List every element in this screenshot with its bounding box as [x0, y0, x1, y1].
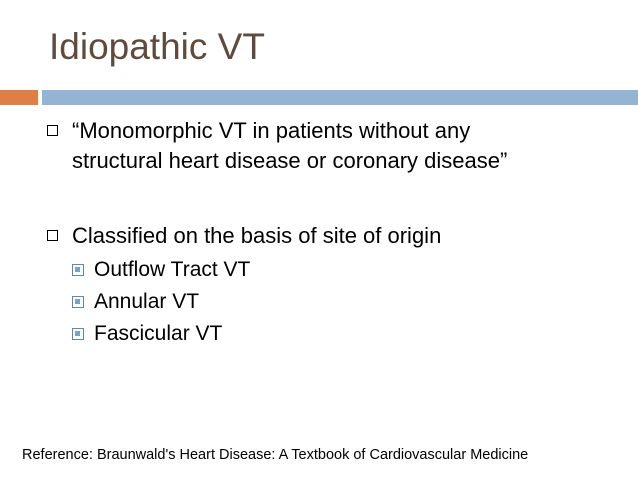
filled-square-bullet-icon — [72, 328, 84, 340]
bullet-text — [72, 221, 441, 251]
header-divider-bar — [42, 90, 638, 105]
reference-text: Reference: Braunwald's Heart Disease: A Textbook of Cardiovascular Medicine — [22, 447, 529, 463]
slide-title: Idiopathic VT — [49, 26, 265, 67]
sub-bullet-text: Outflow Tract VT — [94, 258, 251, 281]
square-bullet-icon — [47, 125, 58, 136]
accent-bar — [0, 90, 38, 105]
filled-square-bullet-icon — [72, 296, 84, 308]
filled-square-bullet-icon — [72, 264, 84, 276]
bullet-line: structural heart disease or coronary disease” — [72, 148, 508, 173]
sub-bullet-text: Fascicular VT — [94, 322, 223, 345]
bullet-line: “Monomorphic VT in patients without any — [72, 118, 471, 143]
square-bullet-icon — [47, 230, 58, 241]
bullet-line: Classified on the basis of site of origin — [72, 223, 442, 248]
sub-bullet-text: Annular VT — [94, 290, 200, 313]
bullet-text — [72, 116, 507, 176]
